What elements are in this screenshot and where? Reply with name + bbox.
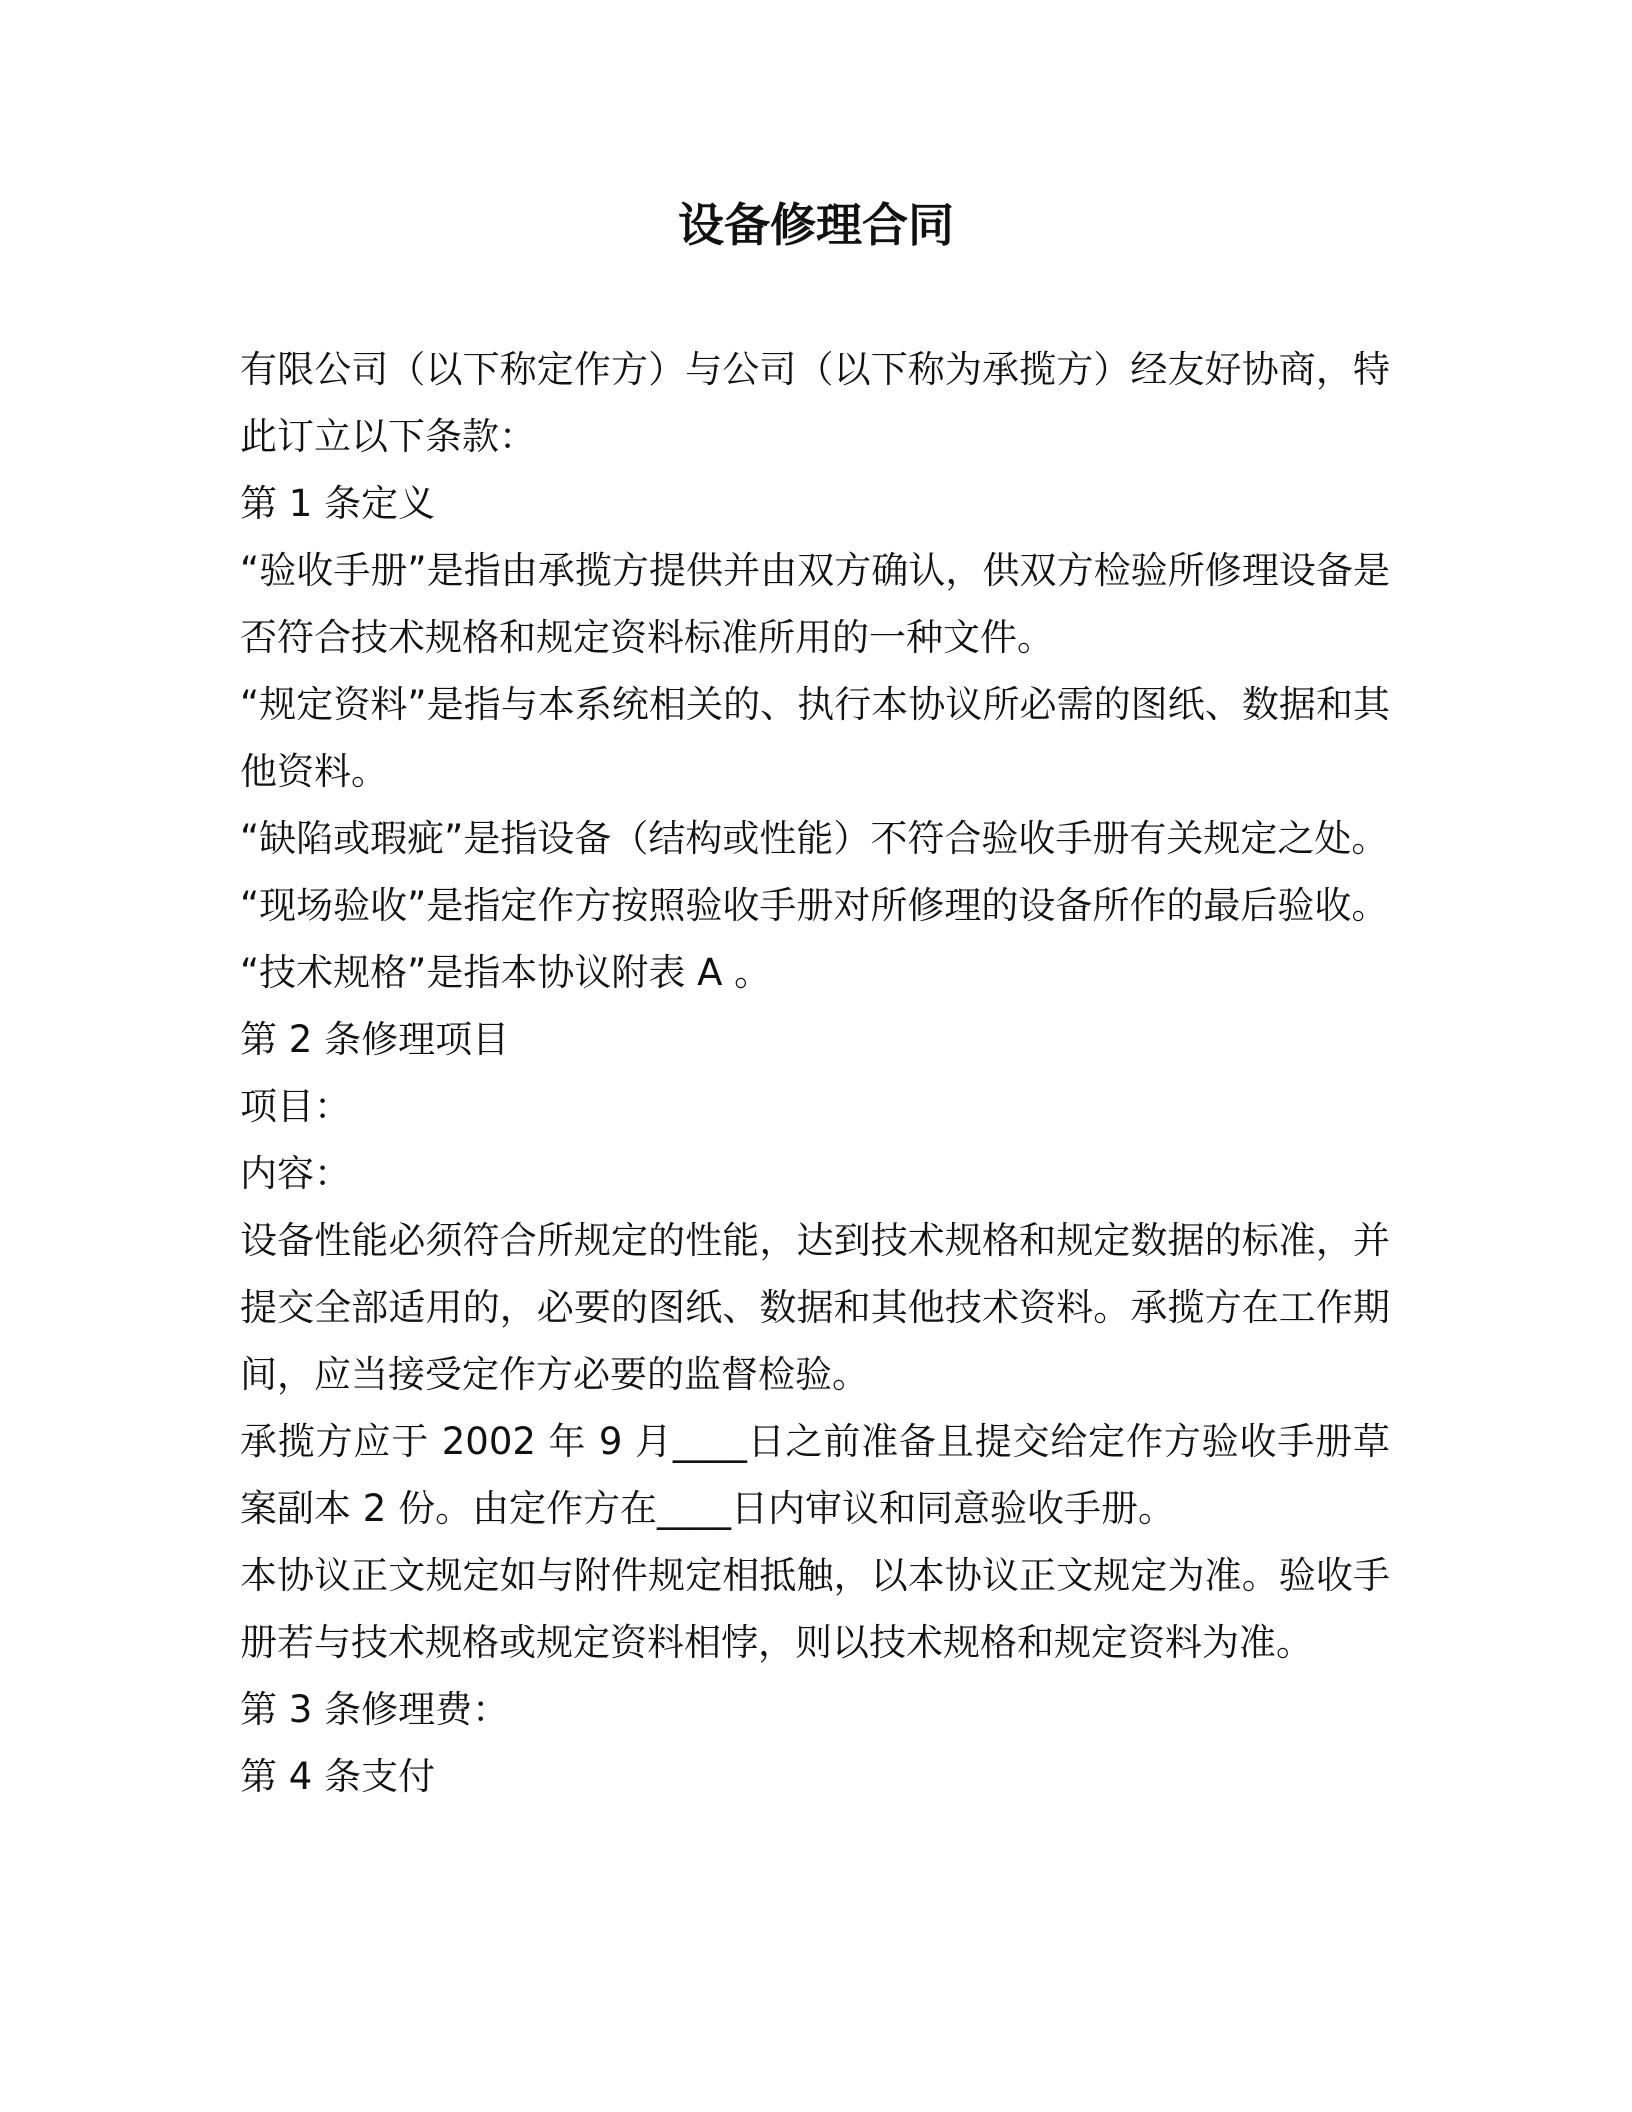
definition-site-acceptance: “现场验收”是指定作方按照验收手册对所修理的设备所作的最后验收。 bbox=[240, 884, 1389, 927]
project-label: 项目： bbox=[240, 1085, 351, 1128]
article-4-heading: 第 4 条支付 bbox=[240, 1755, 436, 1798]
article-3-heading: 第 3 条修理费： bbox=[240, 1688, 510, 1731]
preamble-paragraph: 有限公司（以下称定作方）与公司（以下称为承揽方）经友好协商，特此订立以下条款： bbox=[240, 348, 1390, 458]
content-label: 内容： bbox=[240, 1152, 351, 1195]
document-body bbox=[240, 336, 1390, 1810]
precedence-paragraph: 本协议正文规定如与附件规定相抵触，以本协议正文规定为准。验收手册若与技术规格或规定资料相悖，则以技术规格和规定资料为准。 bbox=[240, 1554, 1390, 1664]
article-1-heading: 第 1 条定义 bbox=[240, 482, 436, 525]
definition-acceptance-manual: “验收手册”是指由承揽方提供并由双方确认，供双方检验所修理设备是否符合技术规格和规定资料标准所用的一种文件。 bbox=[240, 549, 1390, 659]
definition-technical-spec: “技术规格”是指本协议附表 A 。 bbox=[240, 951, 772, 994]
definition-specified-materials: “规定资料”是指与本系统相关的、执行本协议所必需的图纸、数据和其他资料。 bbox=[240, 683, 1390, 793]
document-title: 设备修理合同 bbox=[678, 198, 954, 252]
article-2-heading: 第 2 条修理项目 bbox=[240, 1018, 510, 1061]
performance-paragraph: 设备性能必须符合所规定的性能，达到技术规格和规定数据的标准，并提交全部适用的，必要的图纸、数据和其他技术资料。承揽方在工作期间，应当接受定作方必要的监督检验。 bbox=[240, 1219, 1390, 1396]
manual-deadline-paragraph: 承揽方应于 2002 年 9 月____日之前准备且提交给定作方验收手册草案副本 2 份。由定作方在____日内审议和同意验收手册。 bbox=[240, 1420, 1390, 1530]
definition-defect: “缺陷或瑕疵”是指设备（结构或性能）不符合验收手册有关规定之处。 bbox=[240, 817, 1389, 860]
